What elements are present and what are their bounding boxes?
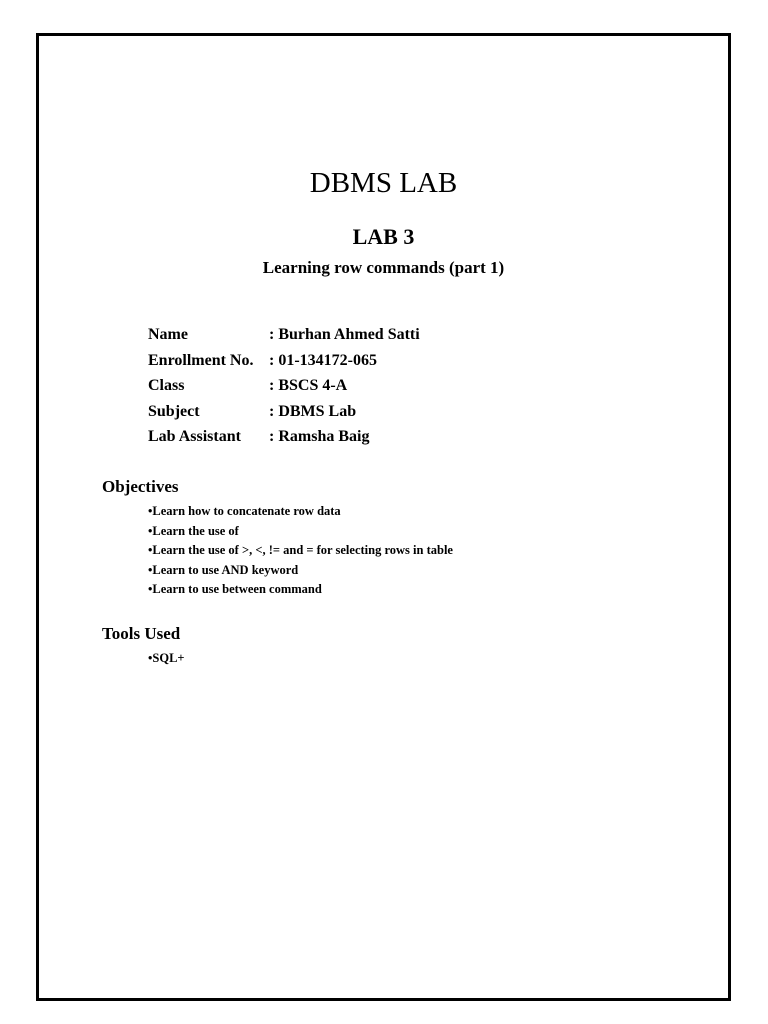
bullet-icon: • — [148, 651, 153, 665]
tools-list — [148, 650, 185, 670]
bullet-icon: • — [148, 523, 153, 538]
bullet-icon: • — [148, 562, 153, 577]
info-label: Subject — [148, 402, 200, 420]
list-item — [148, 503, 453, 523]
info-value: : DBMS Lab — [269, 402, 357, 420]
info-value: : Burhan Ahmed Satti — [269, 326, 420, 343]
info-value: : Ramsha Baig — [269, 428, 370, 445]
document-subtitle: Learning row commands (part 1) — [262, 258, 505, 277]
objective-text: Learn how to concatenate row data — [152, 504, 341, 518]
info-value: : 01-134172-065 — [269, 351, 377, 369]
lab-number: LAB 3 — [352, 224, 415, 249]
document-title: DBMS LAB — [309, 167, 458, 199]
objective-text: Learn the use of >, <, != and = for selecting rows in table — [152, 543, 453, 557]
objective-text: Learn to use AND keyword — [152, 562, 299, 577]
bullet-icon: • — [148, 582, 153, 596]
tools-heading: Tools Used — [102, 624, 181, 643]
objectives-heading: Objectives — [102, 477, 179, 496]
info-label: Enrollment No. — [148, 351, 254, 369]
objective-text: Learn the use of — [152, 523, 239, 538]
list-item — [148, 650, 185, 670]
objectives-list — [148, 503, 453, 601]
list-item — [148, 562, 453, 582]
info-label: Name — [148, 326, 188, 343]
list-item — [148, 542, 453, 562]
bullet-icon: • — [148, 504, 153, 518]
bullet-icon: • — [148, 543, 153, 557]
objective-text: Learn to use between command — [152, 582, 322, 596]
info-label: Lab Assistant — [148, 428, 241, 445]
list-item — [148, 581, 453, 601]
list-item — [148, 523, 453, 543]
tool-text: SQL+ — [152, 651, 185, 665]
info-label: Class — [148, 377, 185, 394]
info-value: : BSCS 4-A — [269, 377, 348, 394]
